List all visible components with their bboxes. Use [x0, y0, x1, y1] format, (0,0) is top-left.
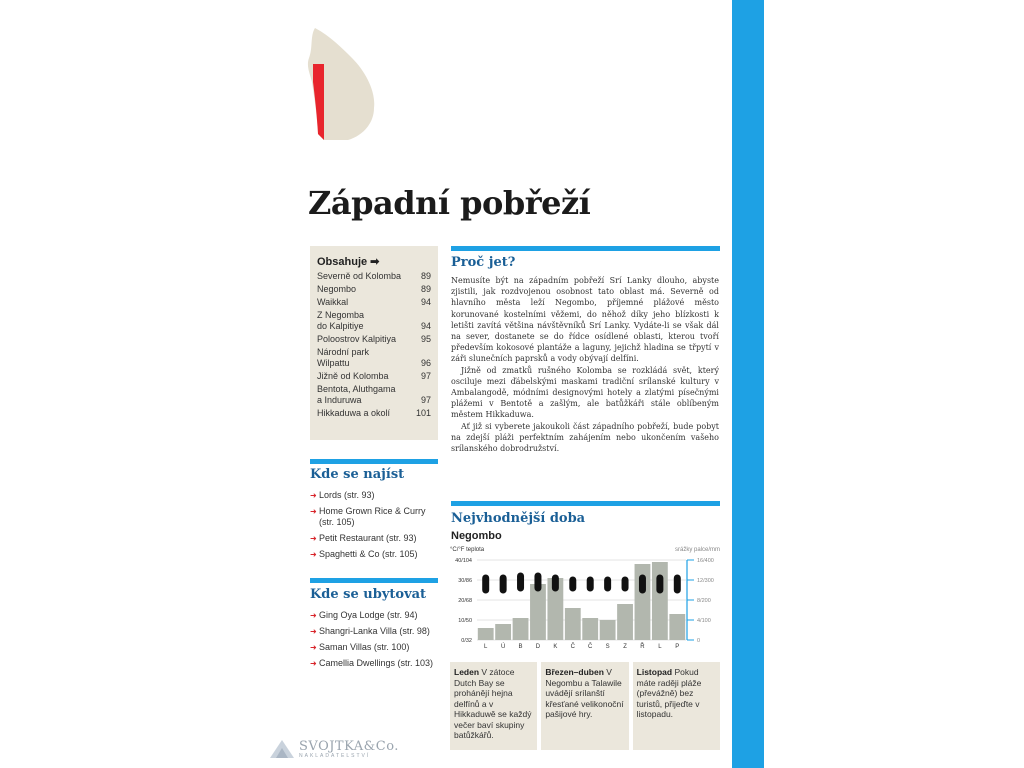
contents-item-label: Národní park Wilpattu	[317, 347, 370, 368]
contents-item-label: Negombo	[317, 284, 357, 294]
arrow-icon: ➜	[310, 550, 317, 559]
contents-item-label: Poloostrov Kalpitiya	[317, 334, 397, 344]
contents-item-page: 94	[420, 297, 431, 307]
best-time-subtitle: Negombo	[451, 530, 502, 542]
contents-item	[317, 310, 431, 332]
month-tick-label: B	[518, 644, 523, 650]
month-name: Leden	[454, 667, 480, 677]
month-tick-label: Č	[588, 644, 593, 650]
month-boxes	[450, 662, 720, 750]
rain-bar	[669, 614, 685, 640]
why-body	[451, 275, 719, 454]
west-coast-highlight	[313, 64, 324, 140]
contents-item	[317, 347, 431, 369]
month-text: Pokud máte raději pláže (převážně) bez turistů, přijeďte v listopadu.	[636, 667, 702, 719]
contents-heading: Obsahuje ➡	[317, 256, 380, 268]
publisher-logo	[268, 738, 399, 760]
eat-title: Kde se najíst	[310, 467, 405, 482]
right-tick-label: 8/200	[697, 598, 711, 604]
contents-item-label: Bentota, Aluthgama a Induruwa	[317, 384, 396, 405]
eat-item	[310, 533, 440, 544]
sleep-item	[310, 626, 440, 637]
month-tick-label: L	[484, 644, 488, 650]
side-color-bar	[732, 0, 764, 768]
eat-rule	[310, 459, 438, 464]
contents-item	[317, 334, 431, 345]
eat-item	[310, 506, 440, 528]
publisher-name: SVOJTKA&Co.	[299, 738, 399, 754]
month-name: Listopad	[636, 667, 673, 677]
eat-list	[310, 490, 440, 565]
contents-item	[317, 284, 431, 295]
contents-item-page: 94	[420, 321, 431, 331]
sleep-title: Kde se ubytovat	[310, 587, 427, 602]
contents-item-page: 89	[420, 284, 431, 294]
right-tick-label: 4/100	[697, 618, 711, 624]
publisher-sub: NAKLADATELSTVÍ	[299, 752, 371, 759]
contents-item	[317, 408, 431, 419]
best-time-title: Nejvhodnější doba	[451, 511, 586, 526]
sleep-item-text: Saman Villas (str. 100)	[319, 642, 410, 652]
month-tick-label: D	[535, 644, 541, 650]
contents-item	[317, 297, 431, 308]
sleep-item-text: Shangri-Lanka Villa (str. 98)	[319, 626, 430, 636]
rain-bar	[600, 620, 616, 640]
page-title: Západní pobřeží	[308, 184, 591, 222]
contents-item-page: 96	[420, 358, 431, 368]
eat-item-text: Spaghetti & Co (str. 105)	[319, 549, 418, 559]
month-tick-label: Ú	[500, 644, 506, 650]
why-rule	[451, 246, 720, 251]
rain-bar	[582, 618, 598, 640]
contents-item	[317, 384, 431, 406]
month-tick-label: Z	[623, 644, 627, 650]
sri-lanka-map	[300, 26, 390, 146]
left-tick-label: 20/68	[458, 598, 472, 604]
right-tick-label: 12/300	[697, 578, 714, 584]
month-tick-label: Č	[570, 644, 575, 650]
left-axis-label: °C/°F teplota	[450, 547, 485, 553]
rain-bar	[617, 604, 633, 640]
contents-item	[317, 271, 431, 282]
contents-item	[317, 371, 431, 382]
why-paragraph: Ať již si vyberete jakoukoli část západního pobřeží, bude pobyt na zdejší pláži perfektním zahájením nebo ukončením vašeho srílanského dobrodružství.	[451, 421, 719, 454]
best-time-rule	[451, 501, 720, 506]
contents-item-label: Waikkal	[317, 297, 349, 307]
month-text: V Negombu a Talawile uvádějí srílanští křesťané velikonoční pašijové hry.	[545, 667, 624, 719]
rain-bar	[495, 624, 511, 640]
month-tick-label: P	[675, 644, 680, 650]
arrow-icon: ➜	[310, 659, 317, 668]
contents-item-label: Severně od Kolomba	[317, 271, 402, 281]
eat-item	[310, 549, 440, 560]
rain-bar	[513, 618, 529, 640]
climate-chart	[450, 543, 722, 655]
contents-item-page: 95	[420, 334, 431, 344]
eat-item-text: Lords (str. 93)	[319, 490, 375, 500]
rain-bar	[530, 584, 546, 640]
contents-item-page: 101	[415, 408, 431, 418]
right-tick-label: 0	[697, 638, 701, 644]
right-axis-label: srážky palce/mm	[674, 547, 720, 553]
contents-item-label: Hikkaduwa a okolí	[317, 408, 391, 418]
arrow-icon: ➜	[310, 643, 317, 652]
sleep-item	[310, 642, 440, 653]
sleep-list	[310, 610, 440, 674]
arrow-icon: ➜	[310, 534, 317, 543]
left-tick-label: 40/104	[455, 558, 472, 564]
sleep-rule	[310, 578, 438, 583]
rain-bar	[478, 628, 494, 640]
arrow-icon: ➜	[310, 491, 317, 500]
publisher-mark-icon	[268, 738, 296, 760]
contents-list	[317, 271, 431, 419]
eat-item-text: Petit Restaurant (str. 93)	[319, 533, 417, 543]
month-box	[633, 662, 720, 750]
eat-item	[310, 490, 440, 501]
why-title: Proč jet?	[451, 255, 516, 270]
sleep-item-text: Camellia Dwellings (str. 103)	[319, 658, 434, 668]
contents-item-page: 97	[420, 371, 431, 381]
right-tick-label: 16/400	[697, 558, 714, 564]
why-paragraph: Nemusíte být na západním pobřeží Srí Lanky dlouho, abyste zjistili, jak rozdvojenou osobnost tato oblast má. Severně od hlavního města leží Negombo, příjemné plážové město korunované kostelními věžemi, do něhož díky jeho blízkosti k letišti zavítá většina návštěvníků Srí Lanky. Vydáte-li se však dál na sever, dostanete se do řídce osídlené oblasti, kterou tvoří především kokosové plantáže a laguny, jejichž hladina se třpytí v záři slunečních paprsků a vody obývají delfíni.	[451, 276, 719, 364]
sleep-item	[310, 610, 440, 621]
arrow-icon: ➜	[310, 627, 317, 636]
month-tick-label: L	[658, 644, 662, 650]
sleep-item	[310, 658, 440, 669]
contents-box	[310, 246, 438, 440]
contents-item-page: 97	[420, 395, 431, 405]
month-text: V zátoce Dutch Bay se prohánějí hejna delfínů a v Hikkaduwě se každý večer baví skupiny batůžkářů.	[454, 667, 532, 740]
month-tick-label: Ř	[640, 644, 645, 650]
eat-item-text: Home Grown Rice & Curry (str. 105)	[319, 506, 426, 527]
arrow-icon: ➜	[310, 611, 317, 620]
sleep-item-text: Ging Oya Lodge (str. 94)	[319, 610, 418, 620]
left-tick-label: 30/86	[458, 578, 472, 584]
month-box	[450, 662, 537, 750]
contents-item-label: Jižně od Kolomba	[317, 371, 389, 381]
rain-bar	[565, 608, 581, 640]
month-box	[541, 662, 628, 750]
left-tick-label: 0/32	[461, 638, 472, 644]
month-name: Březen–duben	[545, 667, 604, 677]
rain-bar	[652, 562, 668, 640]
arrow-icon: ➜	[310, 507, 317, 516]
month-tick-label: K	[553, 644, 558, 650]
left-tick-label: 10/50	[458, 618, 472, 624]
why-paragraph: Jižně od zmatků rušného Kolomba se rozkládá svět, který osciluje mezi ďábelskými maskami tradiční srílanské kultury v Ambalangodě, módními designovými hotely a zlatými písečnými plážemi v Bentotě a zašlým, ale batůžkáři stále oblíbeným městem Hikkaduwa.	[451, 365, 719, 420]
contents-item-label: Z Negomba do Kalpitiye	[317, 310, 365, 331]
month-tick-label: S	[605, 644, 610, 650]
contents-item-page: 89	[420, 271, 431, 281]
